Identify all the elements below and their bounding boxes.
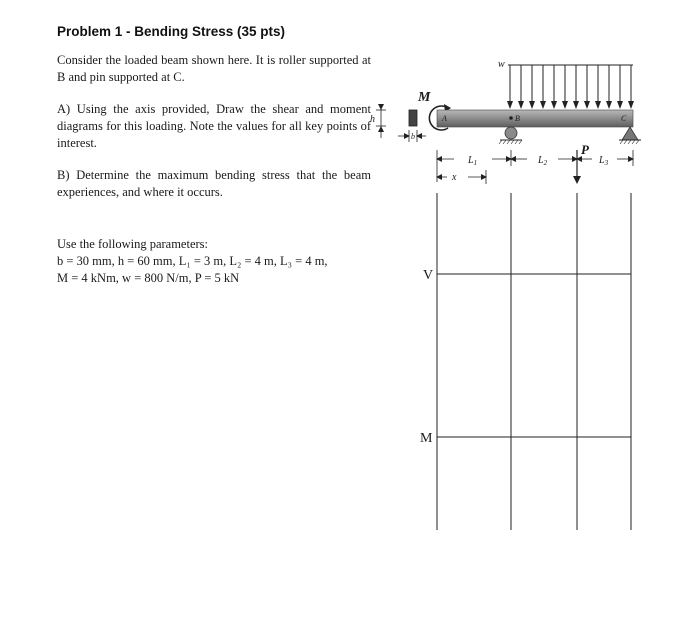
parameters-line-1: b = 30 mm, h = 60 mm, L₁ = 3 m, L₂ = 4 m, L₃ = 4 m, <box>57 254 328 268</box>
distributed-load-arrowhead <box>584 101 590 109</box>
b-label: b <box>411 132 415 141</box>
distributed-load-arrowhead <box>507 101 513 109</box>
moment-label: M <box>418 90 431 105</box>
distributed-load-arrowhead <box>518 101 524 109</box>
cross-section-rect <box>409 110 417 126</box>
distributed-load-arrowhead <box>529 101 535 109</box>
l3-label: $L_3$ <box>599 155 609 167</box>
problem-title: Problem 1 - Bending Stress (35 pts) <box>57 24 286 39</box>
point-b-label: B <box>515 114 520 123</box>
distributed-load-arrowhead <box>551 101 557 109</box>
roller-support-b <box>499 127 522 144</box>
diagram-axes <box>420 193 631 530</box>
parameters-line-2: M = 4 kNm, w = 800 N/m, P = 5 kN <box>57 271 240 285</box>
roller-hatch-3 <box>507 140 510 144</box>
roller-hatch-2 <box>503 140 506 144</box>
l1-label: $L_1$ <box>468 155 478 167</box>
moment-axis-label: M <box>420 431 433 446</box>
pin-hatch-4 <box>632 140 635 144</box>
distributed-load-label: w <box>498 59 505 70</box>
distributed-load-arrowhead <box>606 101 612 109</box>
distributed-load-arrowhead <box>595 101 601 109</box>
dimension-lines <box>437 150 633 184</box>
distributed-load-arrows <box>507 65 634 109</box>
pin-hatch-2 <box>624 140 627 144</box>
distributed-load-arrowhead <box>540 101 546 109</box>
part-b-text: B) Determine the maximum bending stress that the beam experiences, and where it occurs. <box>57 168 371 199</box>
roller-hatch-6 <box>519 140 522 144</box>
beam <box>437 110 633 127</box>
point-c-label: C <box>621 114 627 123</box>
point-load-p <box>573 142 590 184</box>
shear-axis-label: V <box>423 268 434 283</box>
parameters-heading: Use the following parameters: <box>57 237 208 251</box>
problem-intro: Consider the loaded beam shown here. It is roller supported at B and pin supported at C. <box>57 53 371 84</box>
h-label: h <box>370 114 375 125</box>
roller-hatch-1 <box>499 140 502 144</box>
roller-hatch-4 <box>511 140 514 144</box>
roller-circle <box>505 127 517 139</box>
point-a-label: A <box>442 114 447 123</box>
l2-label: $L_2$ <box>538 155 548 167</box>
distributed-load-arrowhead <box>628 101 634 109</box>
point-b-dot <box>509 116 513 120</box>
part-a-text: A) Using the axis provided, Draw the shear and moment diagrams for this loading. Note the values for all key points of interest. <box>57 102 371 150</box>
pin-triangle <box>622 127 638 140</box>
roller-hatch-5 <box>515 140 518 144</box>
x-label: x <box>452 172 457 183</box>
pin-hatch-3 <box>628 140 631 144</box>
point-load-arrowhead <box>573 176 581 184</box>
distributed-load-arrowhead <box>573 101 579 109</box>
point-load-label: P <box>581 142 589 157</box>
pin-support-c <box>619 127 641 144</box>
h-arrow-bottom <box>378 126 384 132</box>
pin-hatch-5 <box>636 140 639 144</box>
cross-section <box>370 104 426 142</box>
h-arrow-top <box>378 104 384 110</box>
distributed-load <box>498 59 634 109</box>
distributed-load-arrowhead <box>562 101 568 109</box>
pin-hatch-1 <box>620 140 623 144</box>
distributed-load-arrowhead <box>617 101 623 109</box>
